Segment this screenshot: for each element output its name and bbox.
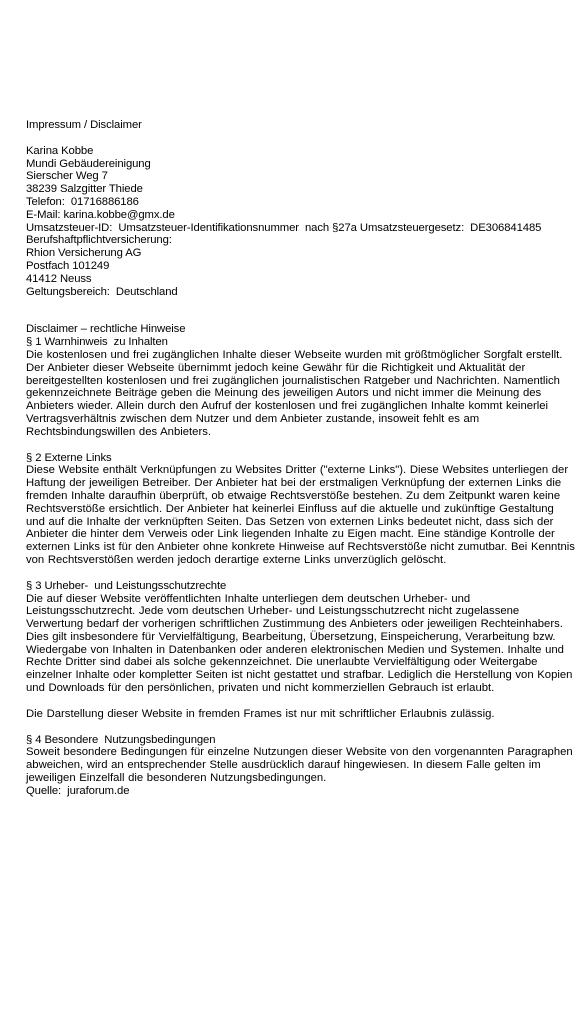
spacer (26, 132, 576, 145)
section-1-text: Die kostenlosen und frei zugänglichen Inhalte dieser Webseite wurden mit größtmöglicher Sorgfalt erstellt. Der Anbieter dieser Webseite übernimmt jedoch keine Gewähr für die Richtigkeit und Aktualität der bereitgestellten kostenlosen und frei zugänglichen journalistischen Ratgeber und Nachrichten. Namentlich gekennzeichnete Beiträge geben die Meinung des jeweiligen Autors und nicht immer die Meinung des Anbieters wieder. Allein durch den Aufruf der kostenlosen und frei zugänglichen Inhalte kommt keinerlei Vertragsverhältnis zwischen dem Nutzer und dem Anbieter zustande, insoweit fehlt es am Rechtsbindungswillen des Anbieters. (26, 348, 563, 438)
section-4-heading: § 4 Besondere Nutzungsbedingungen (26, 733, 216, 746)
section-1-heading: § 1 Warnhinweis zu Inhalten (26, 336, 168, 349)
section-3-heading: § 3 Urheber- und Leistungsschutzrechte (26, 579, 227, 592)
document-body (26, 119, 576, 798)
spacer (26, 721, 576, 734)
spacer (26, 439, 576, 452)
contact-block (26, 145, 576, 299)
contact-name: Karina Kobbe (26, 144, 94, 157)
page-title: Impressum / Disclaimer (26, 119, 142, 131)
contact-email: E-Mail: karina.kobbe@gmx.de (26, 208, 175, 221)
spacer (26, 298, 576, 323)
disclaimer-heading: Disclaimer – rechtliche Hinweise (26, 323, 186, 336)
disclaimer-block (26, 323, 576, 797)
insurance-label: Berufshaftpflichtversicherung: (26, 234, 172, 247)
spacer (26, 567, 576, 580)
section-2-heading: § 2 Externe Links (26, 451, 112, 464)
section-4-text: Soweit besondere Bedingungen für einzelne Nutzungen dieser Website von den vorgenannten Paragraphen abweichen, wird an entsprechender Stelle ausdrücklich darauf hingewiesen. In diesem Falle gelten im jeweiligen Einzelfall die besonderen Nutzungsbedingungen. (26, 746, 573, 785)
insurer-city: 41412 Neuss (26, 272, 92, 285)
section-3-text: Die auf dieser Website veröffentlichten Inhalte unterliegen dem deutschen Urheber- und Leistungsschutzrecht. Jede vom deutschen Urheber- und Leistungsschutzrecht nicht zugelassene Verwertung bedarf der vorherigen schriftlichen Zustimmung des Anbieters oder jeweiligen Rechteinhabers. Dies gilt insbesondere für Vervielfältigung, Bearbeitung, Übersetzung, Einspeicherung, Verarbeitung bzw. Wiedergabe von Inhalten in Datenbanken oder anderen elektronischen Medien und Systemen. Inhalte und Rechte Dritter sind dabei als solche gekennzeichnet. Die unerlaubte Vervielfältigung oder Weitergabe einzelner Inhalte oder kompletter Seiten ist nicht gestattet und strafbar. Lediglich die Herstellung von Kopien und Downloads für den persönlichen, privaten und nicht kommerziellen Gebrauch ist erlaubt. (26, 592, 573, 695)
contact-company: Mundi Gebäudereinigung (26, 157, 151, 170)
contact-city: 38239 Salzgitter Thiede (26, 183, 143, 196)
section-2-text: Diese Website enthält Verknüpfungen zu Websites Dritter ("externe Links"). Diese Websites unterliegen der Haftung der jeweiligen Betreiber. Der Anbieter hat bei der erstmaligen Verknüpfung der externen Links die fremden Inhalte daraufhin überprüft, ob etwaige Rechtsverstöße bestehen. Zu dem Zeitpunkt waren keine Rechtsverstöße ersichtlich. Der Anbieter hat keinerlei Einfluss auf die aktuelle und zukünftige Gestaltung und auf die Inhalte der verknüpften Seiten. Das Setzen von externen Links bedeutet nicht, dass sich der Anbieter die hinter dem Verweis oder Link liegenden Inhalte zu Eigen macht. Eine ständige Kontrolle der externen Links ist für den Anbieter ohne konkrete Hinweise auf Rechtsverstöße nicht zumutbar. Bei Kenntnis von Rechtsverstößen werden jedoch derartige externe Links unverzüglich gelöscht. (26, 464, 575, 566)
source-line: Quelle: juraforum.de (26, 784, 130, 797)
insurer-po-box: Postfach 101249 (26, 259, 110, 272)
contact-phone: Telefon: 01716886186 (26, 195, 139, 208)
insurer-name: Rhion Versicherung AG (26, 247, 142, 260)
contact-vat-id: Umsatzsteuer-ID: Umsatzsteuer-Identifikationsnummer nach §27a Umsatzsteuergesetz: DE306841485 (26, 221, 542, 234)
frames-text: Die Darstellung dieser Website in fremden Frames ist nur mit schriftlicher Erlaubnis zulässig. (26, 707, 495, 720)
spacer (26, 695, 576, 708)
contact-street: Sierscher Weg 7 (26, 170, 108, 183)
scope-line: Geltungsbereich: Deutschland (26, 285, 178, 298)
